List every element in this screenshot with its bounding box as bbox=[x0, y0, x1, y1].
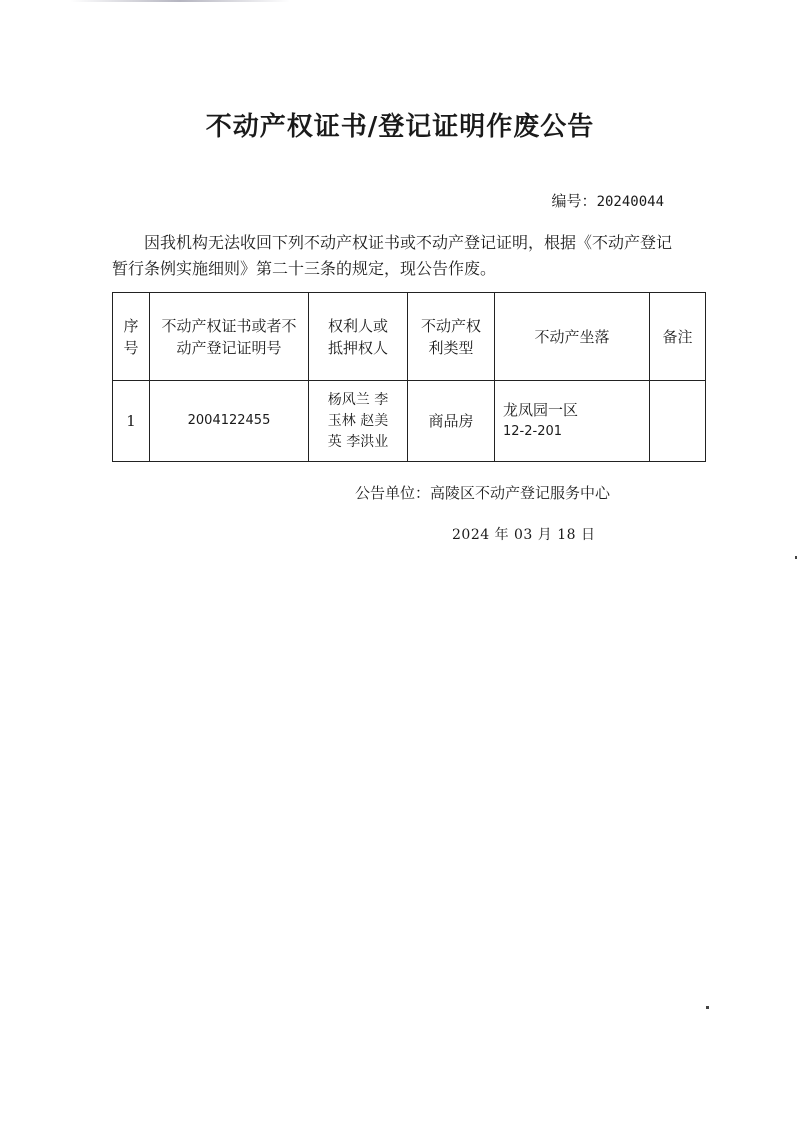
cell-remark bbox=[650, 381, 706, 462]
cell-seq: 1 bbox=[113, 381, 150, 462]
header-seq bbox=[113, 293, 150, 381]
header-location-label: 不动产坐落 bbox=[534, 327, 610, 346]
header-seq-label: 序号 bbox=[123, 316, 139, 357]
table bbox=[112, 292, 706, 462]
header-type-label: 不动产权利类型 bbox=[420, 316, 481, 357]
location-line-2: 12-2-201 bbox=[503, 424, 563, 439]
location-line-1: 龙凤园一区 bbox=[503, 401, 579, 419]
intro-paragraph: 因我机构无法收回下列不动产权证书或不动产登记证明，根据《不动产登记暂行条例实施细则》第二十三条的规定，现公告作废。 bbox=[112, 233, 673, 278]
header-remark bbox=[650, 293, 706, 381]
cell-holders bbox=[309, 381, 408, 462]
document-number bbox=[552, 190, 664, 211]
header-holder bbox=[309, 293, 408, 381]
document-number-label: 编号： bbox=[551, 192, 597, 210]
header-type bbox=[408, 293, 495, 381]
issuing-organization: 公告单位：高陵区不动产登记服务中心 bbox=[355, 484, 611, 502]
voided-certificates-table bbox=[112, 292, 706, 462]
announcement-date: 2024 年 03 月 18 日 bbox=[452, 527, 596, 543]
cell-holders-text: 杨风兰 李玉林 赵美英 李洪业 bbox=[327, 391, 389, 450]
cell-property-type: 商品房 bbox=[408, 381, 495, 462]
scan-speck bbox=[706, 1006, 709, 1009]
cell-cert-number: 2004122455 bbox=[150, 381, 309, 462]
header-remark-label: 备注 bbox=[662, 327, 693, 346]
header-location bbox=[495, 293, 650, 381]
scan-edge-mark bbox=[70, 0, 290, 2]
cell-location bbox=[495, 381, 650, 462]
header-holder-label: 权利人或抵押权人 bbox=[327, 316, 388, 357]
page-title: 不动产权证书/登记证明作废公告 bbox=[205, 112, 595, 142]
scan-speck bbox=[795, 556, 797, 559]
table-header-row bbox=[113, 293, 706, 381]
document-number-value: 20240044 bbox=[596, 194, 664, 210]
table-row bbox=[113, 381, 706, 462]
header-cert-label: 不动产权证书或者不动产登记证明号 bbox=[161, 316, 297, 357]
header-cert bbox=[150, 293, 309, 381]
